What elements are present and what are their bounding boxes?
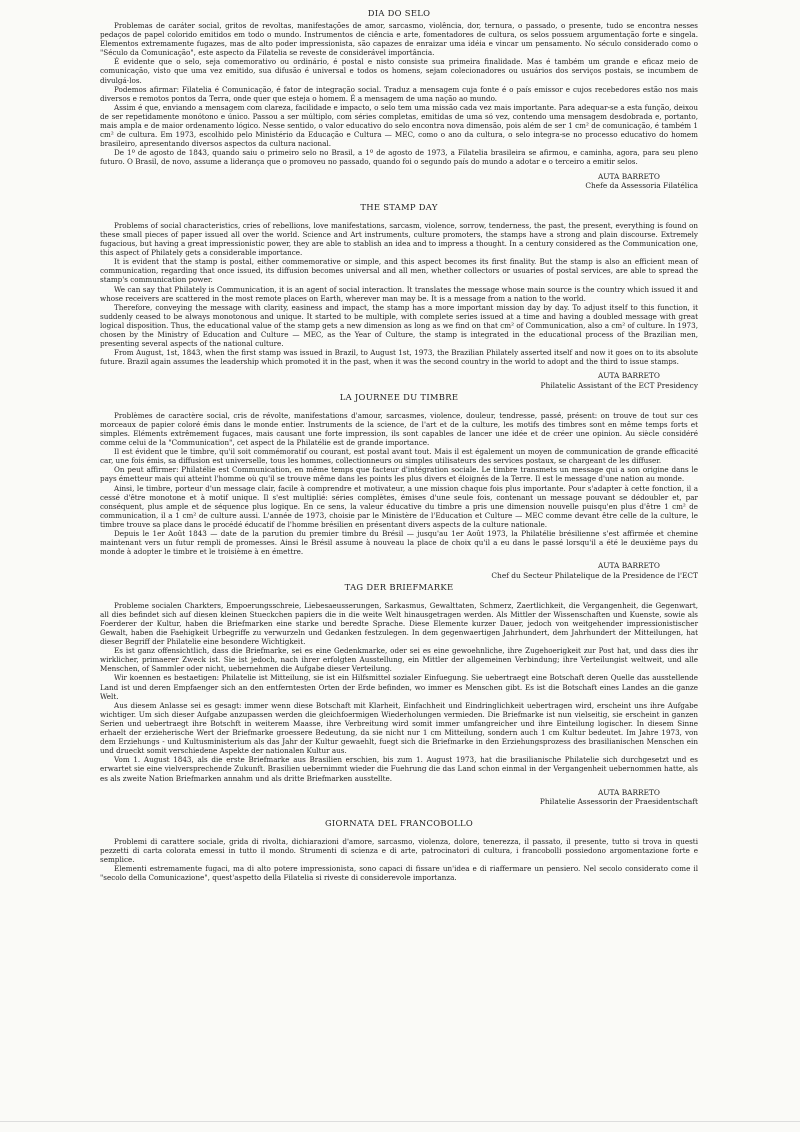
signature-block — [100, 371, 698, 389]
paragraph: Probleme socialen Charkters, Empoerungsschreie, Liebesaeusserungen, Sarkasmus, Gewalttaten, Schmerz, Zaertlichkeit, die Vergangenheit, die Gegenwart, all dies befindet sich auf diesen kleinen Stueckchen papiers die in die weite Welt hinausgetragen werden. Als Mittler der Wissenschaften und Kuenste, sowie als Foerderer der Kultur, haben die Briefmarken eine starke und beredte Sprache. Diese Elemente kurzer Dauer, jedoch von weitgehender impressionistischer Gewalt, haben die Faehigkeit Urbegriffe zu verwurzeln und Gedanken festzulegen. In dem gegenwaertigen Jahrhundert, dem Jahrhundert der Mitteilungen, hat dieser Begriff der Philatelie eine besondere Wichtigkeit. — [100, 600, 698, 647]
section-french — [100, 392, 698, 580]
signature-role: Philatelie Assessorin der Praesidentschaft — [539, 796, 698, 806]
paragraph: It is evident that the stamp is postal, either commemorative or simple, and this aspect becomes its first finality. But the stamp is also an efficient mean of communication, regarding that once issued, its diffusion becomes universal and all men, whether collectors or usuaries of postal services, are able to spread the stamp's communication power. — [100, 257, 698, 285]
signature-name: AUTA BARRETO — [597, 787, 660, 797]
paragraph: Aus diesem Anlasse sei es gesagt: immer wenn diese Botschaft mit Klarheit, Einfachheit und Eindringlichkeit uebertragen wird, erscheint uns ihre Aufgabe wichtiger. Um sich dieser Aufgabe anzupassen werden die gleichfoermigen Wiederholungen vermieden. Die Briefmarke ist nun vielseitig, sie erscheint in ganzen Serien und uebertraegt ihre Botschft in weiterem Maasse, ihre Verbreitung wird somit immer umfangreicher und ihre Einteilung logischer. In diesem Sinne erhaelt der erzieherische Wert der Briefmarke groessere Bedeutung, da sie nicht nur 1 cm Mitteilung, sondern auch 1 cm Kultur bedeutet. Im Jahre 1973, von dem Erziehungs - und Kultusministerium als das Jahr der Kultur gewaehlt, fuegt sich die Briefmarke in den Erziehungsprozess des brasilianischen Menschen ein und drueckt somit verschiedene Aspekte der nationalen Kultur aus. — [100, 700, 698, 756]
section-title-german: TAG DER BRIEFMARKE — [344, 581, 454, 592]
section-portuguese — [100, 8, 698, 190]
paragraph: Il est évident que le timbre, qu'il soit commémoratif ou courant, est postal avant tout. Mais il est également un moyen de communication de grande efficacité car, une fois émis, sa diffusion est universelle, tous les hommes, collectionneurs ou simples utilisateurs des services postaux, se chargeant de les diffuser. — [100, 447, 698, 466]
section-title-portuguese: DIA DO SELO — [367, 8, 431, 18]
signature-block — [100, 788, 698, 806]
section-italian — [100, 818, 698, 882]
paragraph: From August, 1st, 1843, when the first stamp was issued in Brazil, to August 1st, 1973, the Brazilian Philately asserted itself and now it goes on to its absolute future. Brazil again assumes the leadership which promoted it in the past, when it was the second country in the world to adopt and the third to issue stamps. — [100, 348, 698, 367]
paragraph: Problèmes de caractère social, cris de révolte, manifestations d'amour, sarcasmes, violence, douleur, tendresse, passé, présent: on trouve de tout sur ces morceaux de papier coloré émis dans le monde entier. Instruments de la science, de l'art et de la culture, les motifs des timbres sont en même temps forts et simples. Eléments extrêmement fugaces, mais causant une forte impression, ils sont capables de lancer une idée et de créer une opinion. Au siècle considéré comme celui de la "Communication", cet aspect de la Philatélie est de grande importance. — [100, 410, 698, 448]
paragraph: De 1º de agosto de 1843, quando saiu o primeiro selo no Brasil, a 1º de agosto de 1973, a Filatelia brasileira se afirmou, e caminha, agora, para seu pleno futuro. O Brasil, de novo, assume a liderança que o promoveu no passado, quando foi o segundo país do mundo a adotar e o terceiro a emitir selos. — [100, 148, 698, 167]
paragraph: Podemos afirmar: Filatelia é Comunicação, é fator de integração social. Traduz a mensagem cuja fonte é o país emissor e cujos recebedores estão nos mais diversos e remotos pontos da Terra, onde quer que esteja o homem. É a mensagem de uma nação ao mundo. — [100, 84, 698, 103]
section-title-english: THE STAMP DAY — [360, 201, 438, 212]
section-english — [100, 202, 698, 390]
paragraph: É evidente que o selo, seja comemorativo ou ordinário, é postal e nisto consiste sua primeira finalidade. Mas é também um grande e eficaz meio de comunicação, visto que uma vez emitido, sua difusão é universal e todos os homens, sejam colecionadores ou usuários dos serviços postais, se incumbem de divulgá-los. — [100, 57, 698, 85]
signature-name: AUTA BARRETO — [597, 171, 660, 181]
signature-name: AUTA BARRETO — [597, 371, 660, 381]
paragraph: On peut affirmer: Philatélie est Communication, en même temps que facteur d'intégration sociale. Le timbre transmets un message qui a son origine dans le pays émetteur mais qui atteint l'homme où qu'il se trouve même dans les points les plus divers et éloignés de la Terre. Il est le message d'une nation au monde. — [100, 465, 698, 484]
paragraph: We can say that Philately is Communication, it is an agent of social interaction. It translates the message whose main source is the country which issued it and whose receivers are scattered in the most remote places on Earth, wherever man may be. It is a message from a nation to the world. — [100, 284, 698, 303]
signature-block — [100, 561, 698, 579]
paragraph: Es ist ganz offensichtlich, dass die Briefmarke, sei es eine Gedenkmarke, oder sei es eine gewoehnliche, ihre Zugehoerigkeit zur Post hat, und dass dies ihr wirklicher, primaerer Zweck ist. Sie ist jedoch, nach ihrer erfolgten Ausstellung, ein Mittler der allgemeinen Verbindung; ihre Verteilungist weltweit, und alle Menschen, of Sammler oder nicht, uebernehmen die Aufgabe dieser Verteilung. — [100, 646, 698, 674]
signature-block — [100, 172, 698, 190]
section-title-french: LA JOURNEE DU TIMBRE — [339, 391, 459, 402]
paragraph: Vom 1. August 1843, als die erste Briefmarke aus Brasilien erschien, bis zum 1. August 1973, hat die brasilianische Philatelie sich durchgesetzt und es erwartet sie eine vielversprechende Zukunft. Brasilien uebernimmt wieder die Fuehrung die das Land schon einmal in der Vergangenheit uebernommen hatte, als es als zweite Nation Briefmarken annahm und als dritte Briefmarken ausstellte. — [100, 755, 698, 783]
signature-role: Chef du Secteur Philatelique de la Presidence de l'ECT — [491, 570, 698, 580]
paragraph: Ainsi, le timbre, porteur d'un message clair, facile à comprendre et motivateur, a une mission chaque fois plus importante. Pour s'adapter à cette fonction, il a cessé d'être monotone et à motif unique. Il s'est multiplié: séries complètes, émises d'une seule fois, contenant un message pouvant se dédoubler et, par conséquent, plus ample et de séquence plus logique. En ce sens, la valeur éducative du timbre a pris une dimension nouvelle puisqu'en plus d'être 1 cm² de communication, il a 1 cm² de culture aussi. L'année de 1973, choisie par le Ministère de l'Education et Culture — MEC comme devant être celle de la culture, le timbre trouve sa place dans le procédé éducatif de l'homme brésilien en présentant divers aspects de la culture nationale. — [100, 483, 698, 529]
paragraph: Assim é que, enviando a mensagem com clareza, facilidade e impacto, o selo tem uma missão cada vez mais importante. Para adequar-se a esta função, deixou de ser repetidamente monótono e único. Passou a ser múltiplo, com séries completas, emitidas de uma só vez, contendo uma mensagem desdobrada e, portanto, mais ampla e de maior ordenamento lógico. Nesse sentido, o valor educativo do selo encontra nova dimensão, pois além de ser 1 cm² de comunicação, é também 1 cm² de cultura. Em 1973, escolhido pelo Ministério da Educação e Cultura — MEC, como o ano da cultura, o selo integra-se no processo educativo do homem brasileiro, apresentando diversos aspectos da cultura nacional. — [100, 102, 698, 149]
paragraph: Depuis le 1er Août 1843 — date de la parution du premier timbre du Brésil — jusqu'au 1er Août 1973, la Philatélie brésilienne s'est affirmée et chemine maintenant vers un futur rempli de promesses. Ainsi le Brésil assume à nouveau la place de choix qu'il a eu dans le passé lorsqu'il a été le deuxième pays du monde à adopter le timbre et le troisième à en émettre. — [100, 529, 698, 557]
paragraph: Problems of social characteristics, cries of rebellions, love manifestations, sarcasm, violence, sorrow, tenderness, the past, the present, everything is found on these small pieces of paper issued all over the world. Science and Art instruments, culture promoters, the stamps have a strong and plain discourse. Extremely fugacious, but having a great impressionistic power, they are able to stablish an idea and to impress a thought. In a century considered as the Communication one, this aspect of Philately gets a considerable importance. — [100, 220, 698, 258]
paragraph: Elementi estremamente fugaci, ma di alto potere impressionista, sono capaci di fissare un'idea e di riaffermare un pensiero. Nel secolo considerato come il "secolo della Comunicazione", quest'aspetto della Filatelia si riveste di considerevole importanza. — [100, 864, 698, 883]
paragraph: Therefore, conveying the message with clarity, easiness and impact, the stamp has a more important mission day by day. To adjust itself to this function, it suddenly ceased to be always monotonous and unique. It started to be multiple, with complete series issued at a time and having a doubled message with great logical disposition. Thus, the educational value of the stamp gets a new dimension as long as we find on that cm² of Communication, also a cm² of culture. In 1973, chosen by the Ministry of Education and Culture — MEC, as the Year of Culture, the stamp is integrated in the educational process of the Brazilian men, presenting several aspects of the national culture. — [100, 302, 698, 349]
paragraph: Problemas de caráter social, gritos de revoltas, manifestações de amor, sarcasmo, violência, dor, ternura, o passado, o presente, tudo se encontra nesses pedaços de papel colorido emitidos em todo o mundo. Instrumentos de ciência e arte, fomentadores de cultura, os selos possuem argumentação forte e singela. Elementos extremamente fugazes, mas de alto poder impressionista, são capazes de enraizar uma idéia e vincar um pensamento. No século considerado como o "Século da Comunicação", este aspecto da Filatelia se reveste de considerável importância. — [100, 21, 698, 58]
section-german — [100, 582, 698, 806]
paragraph: Wir koennen es bestaetigen: Philatelie ist Mitteilung, sie ist ein Hilfsmittel sozialer Einfuegung. Sie uebertraegt eine Botschaft deren Quelle das ausstellende Land ist und deren Empfaenger sich an den entferntesten Orten der Erde befinden, wo immer es Menschen gibt. Es ist die Botschaft eines Landes an die ganze Welt. — [100, 673, 698, 701]
section-title-italian: GIORNATA DEL FRANCOBOLLO — [324, 818, 474, 828]
signature-role: Philatelic Assistant of the ECT Presidency — [540, 380, 698, 390]
paragraph: Problemi di carattere sociale, grida di rivolta, dichiarazioni d'amore, sarcasmo, violenza, dolore, tenerezza, il passato, il presente, tutto si trova in questi pezzetti di carta colorata emessi in tutto il mondo. Strumenti di scienza e di arte, patrocinatori di cultura, i francobolli possiedono argomentazione forte e semplice. — [100, 837, 698, 865]
page-edge-line — [0, 1121, 800, 1122]
signature-role: Chefe da Assessoria Filatélica — [585, 180, 698, 190]
signature-name: AUTA BARRETO — [597, 561, 660, 571]
